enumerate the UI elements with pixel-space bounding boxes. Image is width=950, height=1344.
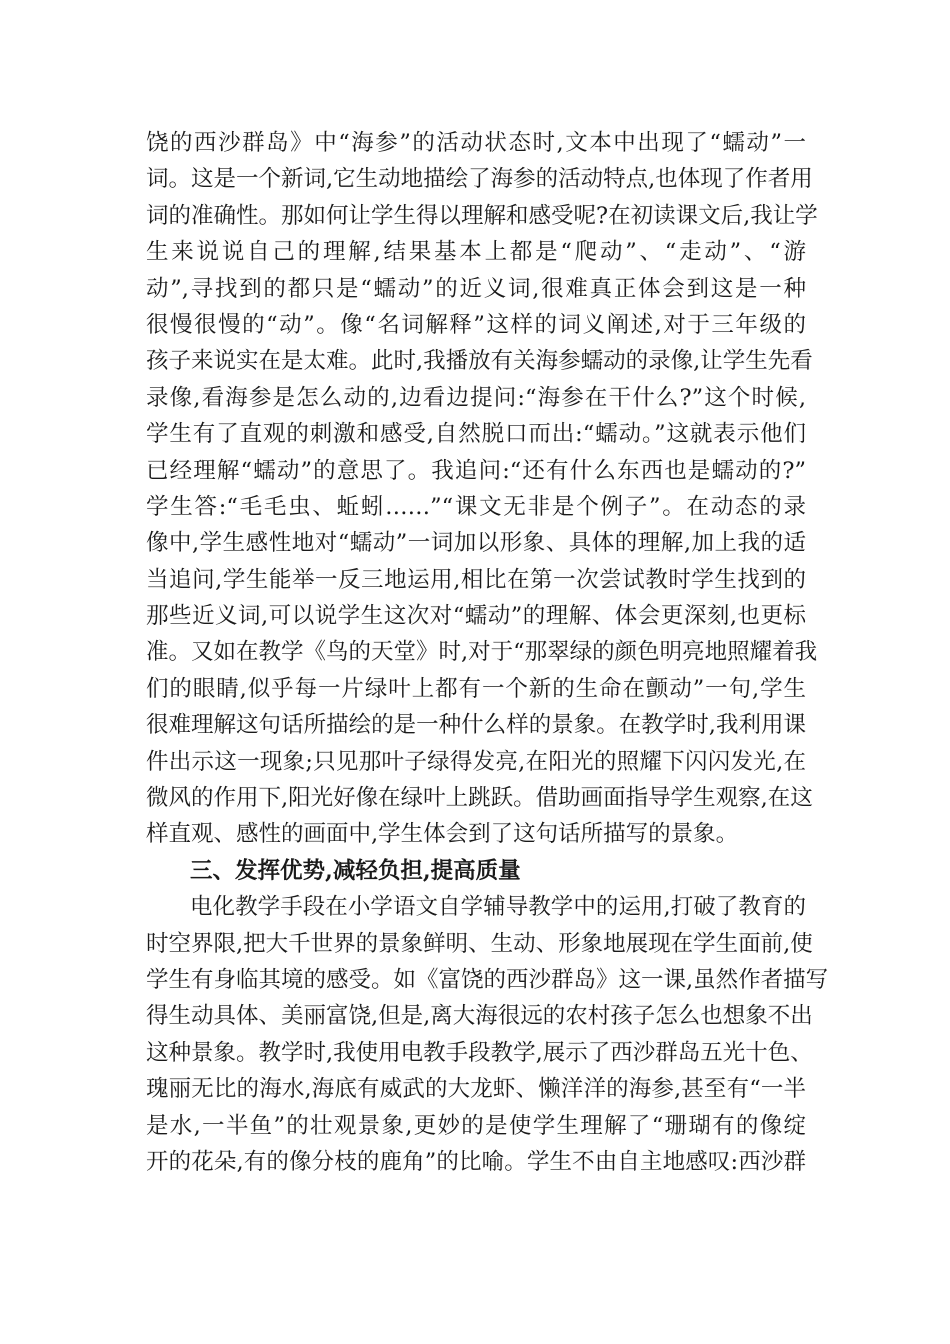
text-line: 生来说说自己的理解,结果基本上都是“爬动”、“走动”、“游	[146, 239, 806, 266]
text-line: 当追问,学生能举一反三地运用,相比在第一次尝试教时学生找到的	[146, 566, 806, 593]
text-line: 微风的作用下,阳光好像在绿叶上跳跃。借助画面指导学生观察,在这	[146, 785, 813, 812]
text-line: 那些近义词,可以说学生这次对“蠕动”的理解、体会更深刻,也更标	[146, 603, 806, 630]
text-line: 很难理解这句话所描绘的是一种什么样的景象。在教学时,我利用课	[146, 712, 806, 739]
text-line: 录像,看海参是怎么动的,边看边提问:“海参在干什么?”这个时候,	[146, 384, 806, 411]
text-line: 动”,寻找到的都只是“蠕动”的近义词,很难真正体会到这是一种	[146, 275, 806, 302]
text-line: 学生有了直观的刺激和感受,自然脱口而出:“蠕动。”这就表示他们	[146, 421, 806, 448]
text-line: 瑰丽无比的海水,海底有威武的大龙虾、懒洋洋的海参,甚至有“一半	[146, 1076, 806, 1103]
text-line: 很慢很慢的“动”。像“名词解释”这样的词义阐述,对于三年级的	[146, 311, 806, 338]
body-text	[146, 125, 829, 1180]
text-line: 准。又如在教学《鸟的天堂》时,对于“那翠绿的颜色明亮地照耀着我	[146, 639, 818, 666]
text-line: 是水,一半鱼”的壮观景象,更妙的是使学生理解了“珊瑚有的像绽	[146, 1112, 806, 1139]
text-line: 电化教学手段在小学语文自学辅导教学中的运用,打破了教育的	[190, 894, 806, 921]
text-line: 开的花朵,有的像分枝的鹿角”的比喻。学生不由自主地感叹:西沙群	[146, 1148, 806, 1175]
text-line: 样直观、感性的画面中,学生体会到了这句话所描写的景象。	[146, 821, 739, 848]
text-line: 学生有身临其境的感受。如《富饶的西沙群岛》这一课,虽然作者描写	[146, 966, 829, 993]
text-line: 这种景象。教学时,我使用电教手段教学,展示了西沙群岛五光十色、	[146, 1039, 813, 1066]
paragraph-2	[146, 889, 829, 1180]
paragraph-1	[146, 125, 818, 853]
text-line: 像中,学生感性地对“蠕动”一词加以形象、具体的理解,加上我的适	[146, 530, 806, 557]
text-line: 得生动具体、美丽富饶,但是,离大海很远的农村孩子怎么也想象不出	[146, 1003, 813, 1030]
section-heading: 三、发挥优势,减轻负担,提高质量	[190, 857, 521, 884]
text-line: 时空界限,把大千世界的景象鲜明、生动、形象地展现在学生面前,使	[146, 930, 813, 957]
text-line: 词的准确性。那如何让学生得以理解和感受呢?在初读课文后,我让学	[146, 202, 818, 229]
text-line: 件出示这一现象;只见那叶子绿得发亮,在阳光的照耀下闪闪发光,在	[146, 748, 806, 775]
text-line: 学生答:“毛毛虫、蚯蚓……”“课文无非是个例子”。在动态的录	[146, 493, 806, 520]
text-line: 词。这是一个新词,它生动地描绘了海参的活动特点,也体现了作者用	[146, 166, 813, 193]
text-line: 饶的西沙群岛》中“海参”的活动状态时,文本中出现了“蠕动”一	[146, 130, 806, 156]
text-line: 孩子来说实在是太难。此时,我播放有关海参蠕动的录像,让学生先看	[146, 348, 813, 375]
text-line: 已经理解“蠕动”的意思了。我追问:“还有什么东西也是蠕动的?”	[146, 457, 806, 484]
text-line: 们的眼睛,似乎每一片绿叶上都有一个新的生命在颤动”一句,学生	[146, 675, 806, 702]
